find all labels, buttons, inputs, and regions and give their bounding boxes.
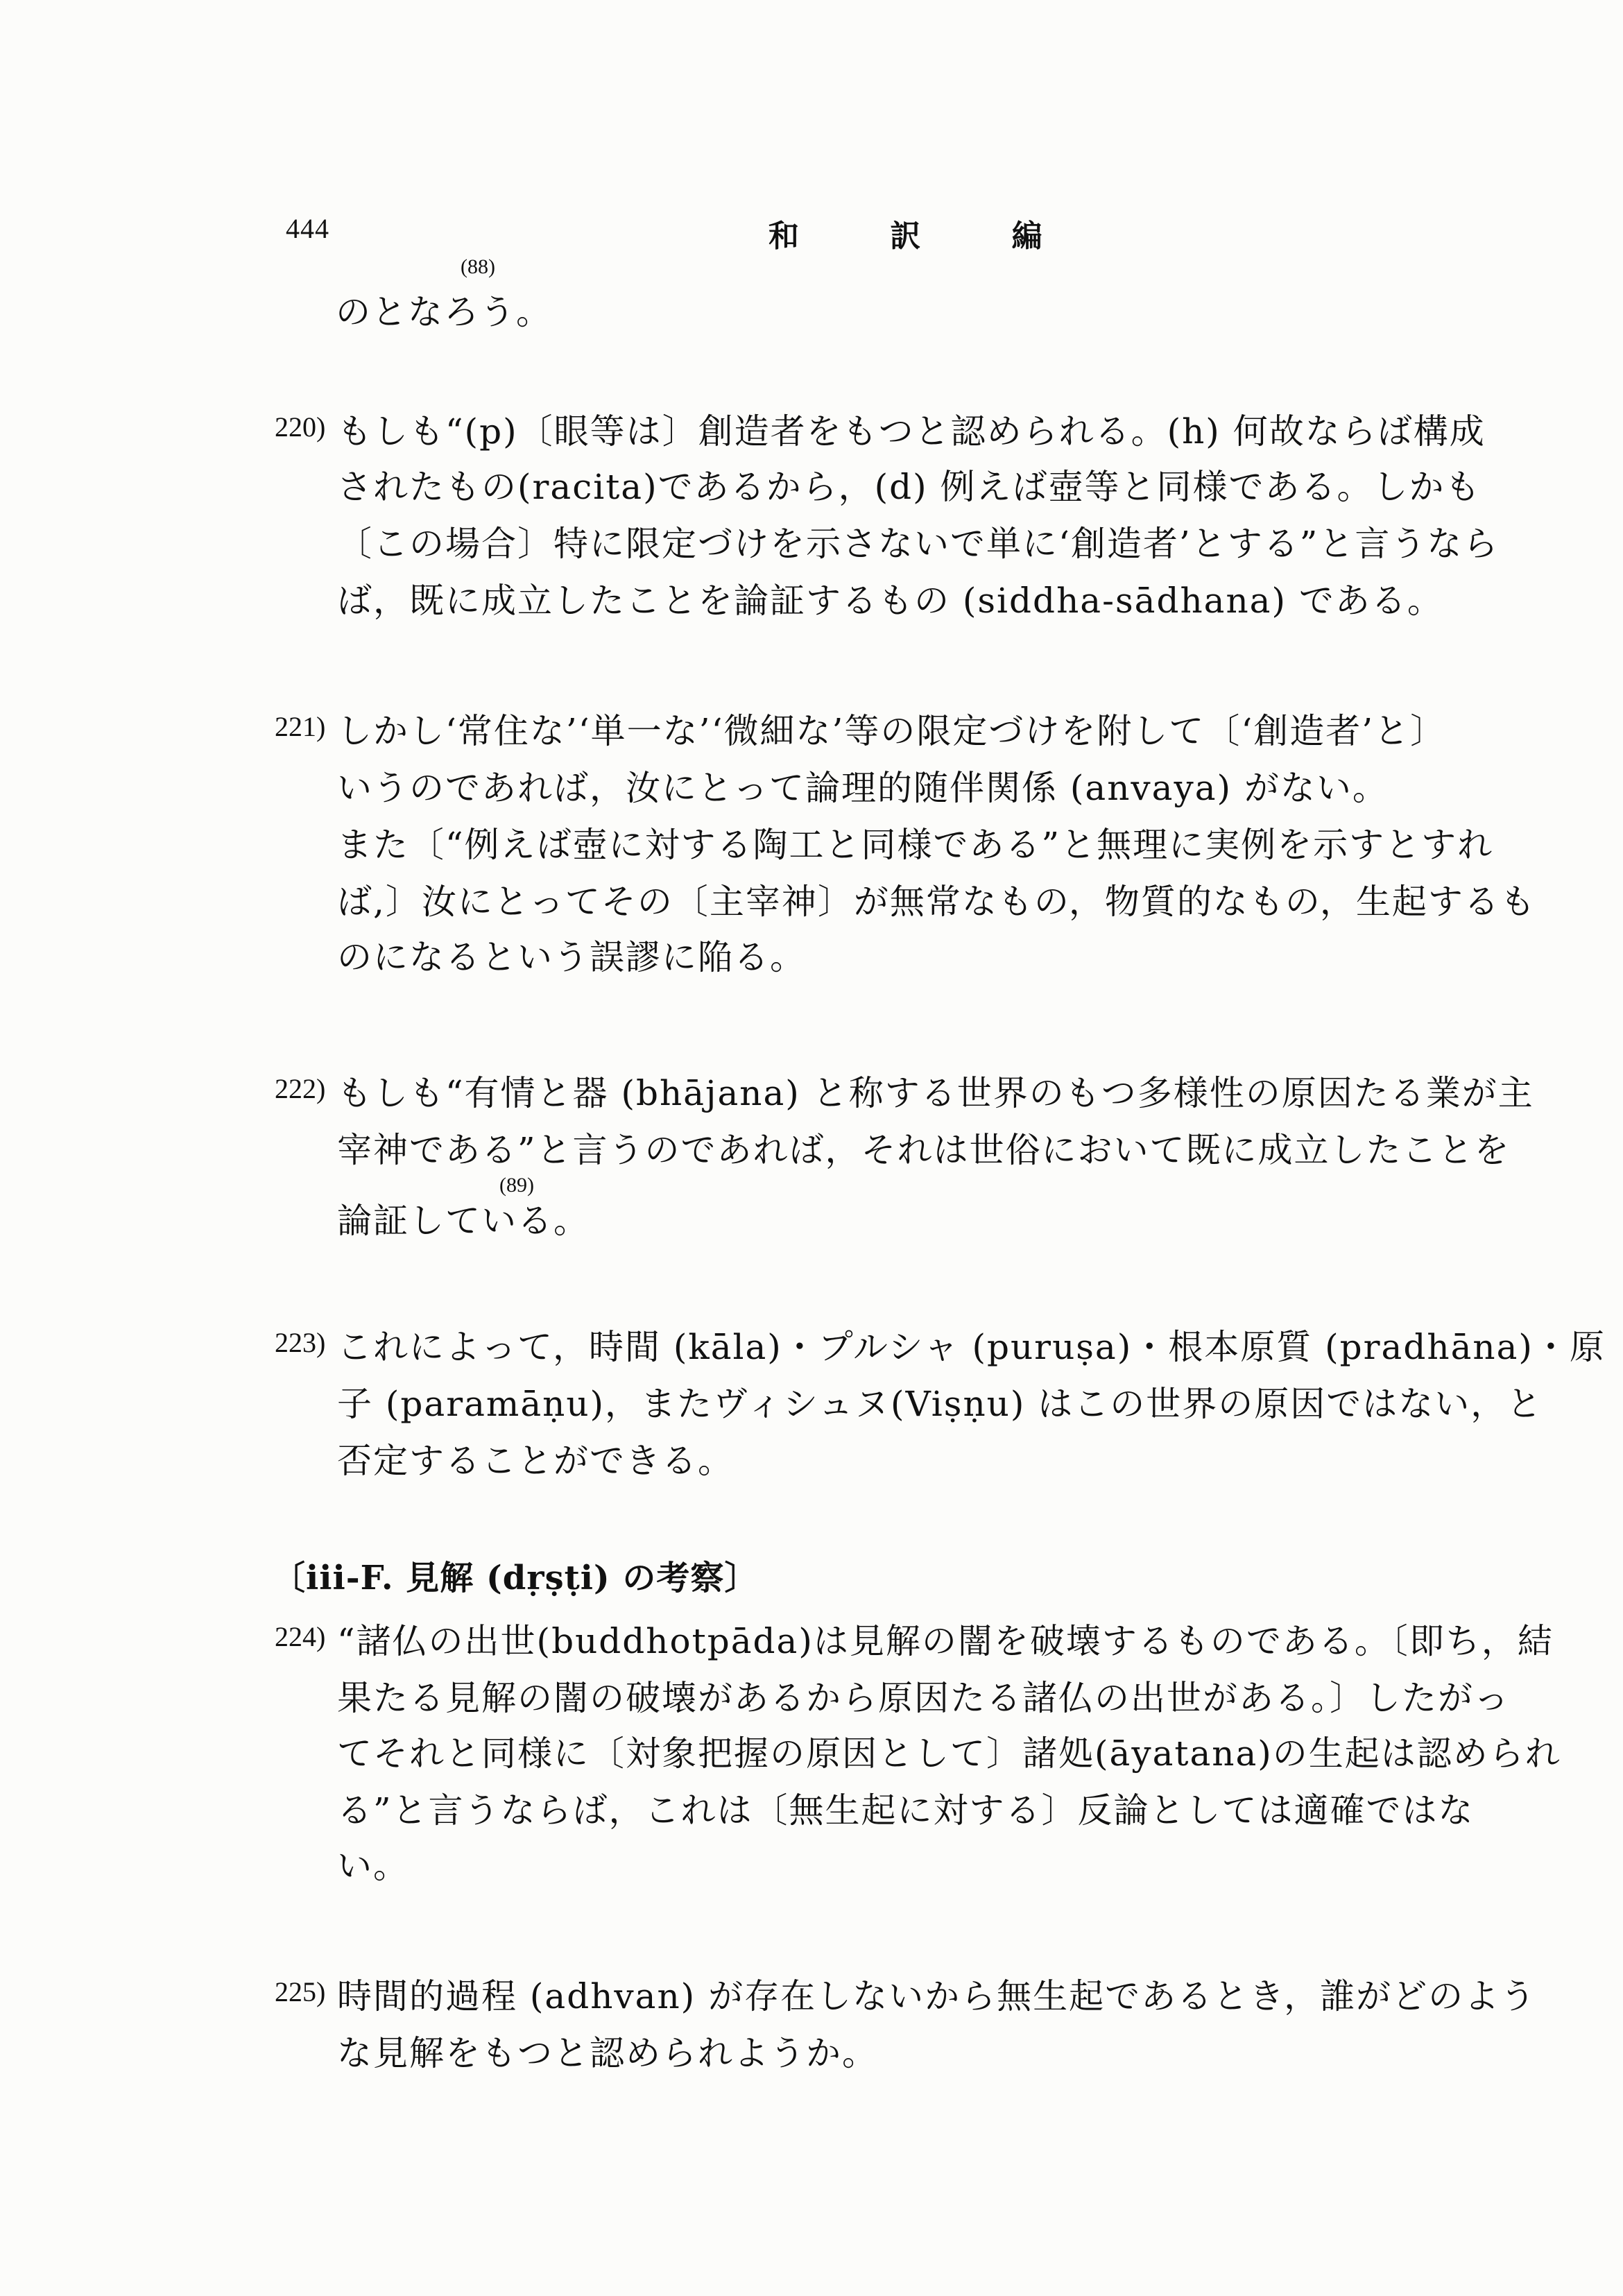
- footnote-ref-88: (88): [461, 255, 495, 278]
- para-number-223: 223): [275, 1327, 326, 1358]
- para-223-line: これによって，時間 (kāla)・プルシャ (puruṣa)・根本原質 (pradhāna)・原: [337, 1327, 1606, 1367]
- para-224-line: “諸仏の出世(buddhotpāda)は見解の闇を破壊するものである。〔即ち，結: [337, 1621, 1554, 1661]
- running-head: 和 訳 編: [768, 219, 1083, 254]
- footnote-ref-89: (89): [499, 1174, 534, 1197]
- intro-line: のとなろう。: [336, 292, 552, 332]
- para-224-line: る”と言うならば，これは〔無生起に対する〕反論としては適確ではな: [337, 1790, 1475, 1831]
- para-number-224: 224): [275, 1621, 326, 1652]
- para-221-line: ば,〕汝にとってその〔主宰神〕が無常なもの，物質的なもの，生起するも: [337, 882, 1536, 922]
- para-224-line: てそれと同様に〔対象把握の原因として〕諸処(āyatana)の生起は認められ: [337, 1733, 1561, 1774]
- para-224-line: い。: [337, 1846, 409, 1886]
- para-number-225: 225): [275, 1976, 326, 2007]
- section-heading: 〔iii-F. 見解 (dṛṣṭi) の考察〕: [272, 1559, 759, 1597]
- page-number: 444: [286, 213, 329, 244]
- para-221-line: のになるという誤謬に陥る。: [337, 937, 806, 977]
- para-220-line: 〔この場合〕特に限定づけを示さないで単に‘創造者’とする”と言うなら: [337, 524, 1500, 564]
- para-221-line: いうのであれば，汝にとって論理的随伴関係 (anvaya) がない。: [337, 768, 1389, 808]
- para-number-220: 220): [275, 411, 326, 443]
- para-number-221: 221): [275, 711, 326, 742]
- para-222-line: 論証している。: [337, 1201, 590, 1241]
- para-224-line: 果たる見解の闇の破壊があるから原因たる諸仏の出世がある。〕したがっ: [337, 1678, 1510, 1718]
- para-225-line: 時間的過程 (adhvan) が存在しないから無生起であるとき，誰がどのよう: [337, 1976, 1537, 2016]
- para-222-line: もしも“有情と器 (bhājana) と称する世界のもつ多様性の原因たる業が主: [337, 1073, 1534, 1113]
- para-220-line: されたもの(racita)であるから，(d) 例えば壺等と同様である。しかも: [337, 467, 1482, 507]
- para-225-line: な見解をもつと認められようか。: [337, 2033, 878, 2073]
- para-222-line: 宰神である”と言うのであれば，それは世俗において既に成立したことを: [337, 1130, 1511, 1170]
- para-number-222: 222): [275, 1073, 326, 1104]
- para-221-line: また〔“例えば壺に対する陶工と同様である”と無理に実例を示すとすれ: [337, 825, 1494, 865]
- para-221-line: しかし‘常住な’‘単一な’‘微細な’等の限定づけを附して〔‘創造者’と〕: [337, 711, 1447, 751]
- para-220-line: もしも“(p)〔眼等は〕創造者をもつと認められる。(h) 何故ならば構成: [337, 411, 1486, 452]
- para-220-line: ば，既に成立したことを論証するもの (siddha-sādhana) である。: [337, 581, 1443, 621]
- para-223-line: 子 (paramāṇu)，またヴィシュヌ(Viṣṇu) はこの世界の原因ではない，と: [337, 1384, 1543, 1424]
- para-223-line: 否定することができる。: [337, 1441, 734, 1481]
